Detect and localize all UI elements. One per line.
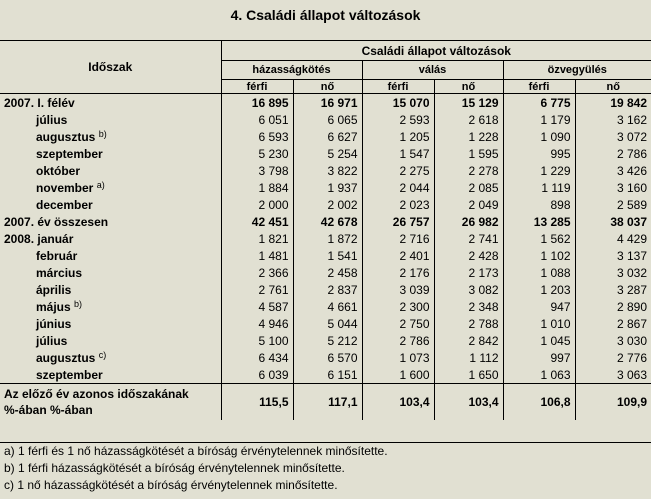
period-cell xyxy=(0,179,221,196)
table-row xyxy=(0,196,651,213)
period-cell xyxy=(0,230,221,247)
period-label: július xyxy=(36,333,68,348)
value-cell: 1 600 xyxy=(362,366,434,384)
value-cell: 15 070 xyxy=(362,94,434,112)
table-row xyxy=(0,145,651,162)
value-cell: 1 650 xyxy=(434,366,503,384)
value-cell: 3 822 xyxy=(293,162,362,179)
value-cell: 2 837 xyxy=(293,281,362,298)
table-row xyxy=(0,349,651,366)
value-cell: 6 434 xyxy=(221,349,293,366)
value-cell: 5 100 xyxy=(221,332,293,349)
value-cell: 1 205 xyxy=(362,128,434,145)
sex-header: férfi xyxy=(503,80,575,94)
value-cell: 2 788 xyxy=(434,315,503,332)
value-cell: 2 741 xyxy=(434,230,503,247)
period-cell xyxy=(0,315,221,332)
value-cell: 2 002 xyxy=(293,196,362,213)
period-header: Időszak xyxy=(0,41,221,94)
value-cell: 6 051 xyxy=(221,111,293,128)
value-cell: 2 458 xyxy=(293,264,362,281)
value-cell: 2 428 xyxy=(434,247,503,264)
value-cell: 2 300 xyxy=(362,298,434,315)
value-cell: 1 884 xyxy=(221,179,293,196)
value-cell: 3 287 xyxy=(575,281,651,298)
sex-header: férfi xyxy=(221,80,293,94)
period-label: február xyxy=(36,248,78,263)
value-cell: 3 160 xyxy=(575,179,651,196)
table-row xyxy=(0,230,651,247)
value-cell: 2 618 xyxy=(434,111,503,128)
table-body xyxy=(0,94,651,421)
value-cell: 2 049 xyxy=(434,196,503,213)
period-label: november xyxy=(36,181,94,195)
value-cell: 6 593 xyxy=(221,128,293,145)
value-cell: 2 776 xyxy=(575,349,651,366)
period-label: május xyxy=(36,300,71,314)
value-cell: 42 451 xyxy=(221,213,293,230)
period-cell xyxy=(0,94,221,112)
value-cell: 3 063 xyxy=(575,366,651,384)
value-cell: 1 119 xyxy=(503,179,575,196)
value-cell: 6 039 xyxy=(221,366,293,384)
table-row xyxy=(0,281,651,298)
value-cell: 13 285 xyxy=(503,213,575,230)
value-cell: 2 716 xyxy=(362,230,434,247)
table-row xyxy=(0,213,651,230)
value-cell: 2 366 xyxy=(221,264,293,281)
value-cell: 5 254 xyxy=(293,145,362,162)
group-header: Családi állapot változások xyxy=(221,41,651,61)
table-row xyxy=(0,264,651,281)
period-label: augusztus xyxy=(36,351,96,365)
table-row xyxy=(0,94,651,112)
sex-header: nő xyxy=(434,80,503,94)
value-cell: 2 750 xyxy=(362,315,434,332)
value-cell: 3 082 xyxy=(434,281,503,298)
value-cell: 6 065 xyxy=(293,111,362,128)
period-cell xyxy=(0,213,221,230)
footnote-marker: b) xyxy=(74,299,83,309)
value-cell: 2 786 xyxy=(362,332,434,349)
period-label: 2007. I. félév xyxy=(4,95,75,110)
value-cell: 1 547 xyxy=(362,145,434,162)
value-cell: 1 937 xyxy=(293,179,362,196)
table-row xyxy=(0,298,651,315)
value-cell: 1 063 xyxy=(503,366,575,384)
value-cell: 1 010 xyxy=(503,315,575,332)
value-cell: 3 039 xyxy=(362,281,434,298)
sex-header: férfi xyxy=(362,80,434,94)
value-cell: 2 173 xyxy=(434,264,503,281)
value-cell: 4 587 xyxy=(221,298,293,315)
value-cell: 2 275 xyxy=(362,162,434,179)
value-cell: 16 971 xyxy=(293,94,362,112)
period-label: szeptember xyxy=(36,367,103,382)
period-label: augusztus xyxy=(36,130,96,144)
value-cell: 4 429 xyxy=(575,230,651,247)
value-cell: 6 775 xyxy=(503,94,575,112)
value-cell: 3 162 xyxy=(575,111,651,128)
value-cell: 2 842 xyxy=(434,332,503,349)
footnote-c: c) 1 nő házasságkötését a bíróság érvénytelennek minősítette. xyxy=(4,478,338,492)
table-row xyxy=(0,128,651,145)
value-cell: 1 045 xyxy=(503,332,575,349)
value-cell: 6 151 xyxy=(293,366,362,384)
table-row xyxy=(0,332,651,349)
marital-status-table xyxy=(0,40,651,420)
period-cell xyxy=(0,264,221,281)
value-cell: 15 129 xyxy=(434,94,503,112)
period-cell xyxy=(0,145,221,162)
table-row xyxy=(0,366,651,384)
value-cell: 2 023 xyxy=(362,196,434,213)
period-cell xyxy=(0,281,221,298)
value-cell: 1 090 xyxy=(503,128,575,145)
summary-label-line2: %-ában %-ában xyxy=(4,403,93,417)
period-label: október xyxy=(36,163,81,178)
value-cell: 16 895 xyxy=(221,94,293,112)
value-cell: 2 867 xyxy=(575,315,651,332)
value-cell: 6 570 xyxy=(293,349,362,366)
value-cell: 6 627 xyxy=(293,128,362,145)
footnote-a: a) 1 férfi és 1 nő házasságkötését a bíróság érvénytelennek minősítette. xyxy=(4,444,388,458)
value-cell: 2 176 xyxy=(362,264,434,281)
summary-label xyxy=(0,384,221,421)
value-cell: 2 000 xyxy=(221,196,293,213)
period-cell xyxy=(0,332,221,349)
value-cell: 19 842 xyxy=(575,94,651,112)
subgroup-header-widowhood: özvegyülés xyxy=(503,61,651,80)
value-cell: 2 786 xyxy=(575,145,651,162)
subgroup-header-marriage: házasságkötés xyxy=(221,61,362,80)
table-title: 4. Családi állapot változások xyxy=(230,7,421,23)
value-cell: 1 821 xyxy=(221,230,293,247)
value-cell: 3 032 xyxy=(575,264,651,281)
footnotes xyxy=(0,442,651,494)
summary-value-cell: 106,8 xyxy=(503,384,575,421)
table-row xyxy=(0,179,651,196)
value-cell: 2 589 xyxy=(575,196,651,213)
period-cell xyxy=(0,366,221,384)
period-label: április xyxy=(36,282,72,297)
value-cell: 1 541 xyxy=(293,247,362,264)
value-cell: 5 230 xyxy=(221,145,293,162)
value-cell: 1 595 xyxy=(434,145,503,162)
value-cell: 1 102 xyxy=(503,247,575,264)
table-row xyxy=(0,247,651,264)
value-cell: 3 030 xyxy=(575,332,651,349)
summary-value-cell: 103,4 xyxy=(434,384,503,421)
footnote-marker: b) xyxy=(98,129,107,139)
value-cell: 3 798 xyxy=(221,162,293,179)
summary-label-line1: Az előző év azonos időszakának xyxy=(4,387,189,401)
value-cell: 1 228 xyxy=(434,128,503,145)
value-cell: 947 xyxy=(503,298,575,315)
value-cell: 42 678 xyxy=(293,213,362,230)
value-cell: 2 401 xyxy=(362,247,434,264)
period-label: 2007. év összesen xyxy=(4,214,109,229)
value-cell: 38 037 xyxy=(575,213,651,230)
value-cell: 1 088 xyxy=(503,264,575,281)
value-cell: 1 229 xyxy=(503,162,575,179)
summary-value-cell: 109,9 xyxy=(575,384,651,421)
value-cell: 898 xyxy=(503,196,575,213)
footnote-b: b) 1 férfi házasságkötését a bíróság érvénytelennek minősítette. xyxy=(4,461,345,475)
period-cell xyxy=(0,162,221,179)
period-cell xyxy=(0,128,221,145)
value-cell: 2 761 xyxy=(221,281,293,298)
period-label: június xyxy=(36,316,72,331)
period-label: március xyxy=(36,265,83,280)
value-cell: 1 562 xyxy=(503,230,575,247)
period-cell xyxy=(0,247,221,264)
period-label: 2008. január xyxy=(4,231,74,246)
value-cell: 3 072 xyxy=(575,128,651,145)
period-cell xyxy=(0,298,221,315)
subgroup-header-divorce: válás xyxy=(362,61,503,80)
value-cell: 2 348 xyxy=(434,298,503,315)
summary-value-cell: 115,5 xyxy=(221,384,293,421)
value-cell: 26 757 xyxy=(362,213,434,230)
period-cell xyxy=(0,196,221,213)
period-label: július xyxy=(36,112,68,127)
value-cell: 1 203 xyxy=(503,281,575,298)
sex-header: nő xyxy=(575,80,651,94)
value-cell: 1 872 xyxy=(293,230,362,247)
value-cell: 3 426 xyxy=(575,162,651,179)
table-row xyxy=(0,111,651,128)
table-row xyxy=(0,315,651,332)
value-cell: 1 073 xyxy=(362,349,434,366)
value-cell: 2 085 xyxy=(434,179,503,196)
summary-value-cell: 117,1 xyxy=(293,384,362,421)
footnote-marker: c) xyxy=(98,350,107,360)
value-cell: 997 xyxy=(503,349,575,366)
value-cell: 1 179 xyxy=(503,111,575,128)
period-cell xyxy=(0,111,221,128)
value-cell: 1 481 xyxy=(221,247,293,264)
summary-row xyxy=(0,384,651,421)
footnote-marker: a) xyxy=(96,180,105,190)
table-row xyxy=(0,162,651,179)
period-label: szeptember xyxy=(36,146,103,161)
value-cell: 1 112 xyxy=(434,349,503,366)
summary-value-cell: 103,4 xyxy=(362,384,434,421)
period-label: december xyxy=(36,197,93,212)
value-cell: 5 044 xyxy=(293,315,362,332)
value-cell: 995 xyxy=(503,145,575,162)
value-cell: 2 278 xyxy=(434,162,503,179)
value-cell: 4 946 xyxy=(221,315,293,332)
value-cell: 26 982 xyxy=(434,213,503,230)
period-cell xyxy=(0,349,221,366)
value-cell: 2 593 xyxy=(362,111,434,128)
value-cell: 4 661 xyxy=(293,298,362,315)
sex-header: nő xyxy=(293,80,362,94)
value-cell: 2 044 xyxy=(362,179,434,196)
value-cell: 5 212 xyxy=(293,332,362,349)
value-cell: 3 137 xyxy=(575,247,651,264)
value-cell: 2 890 xyxy=(575,298,651,315)
